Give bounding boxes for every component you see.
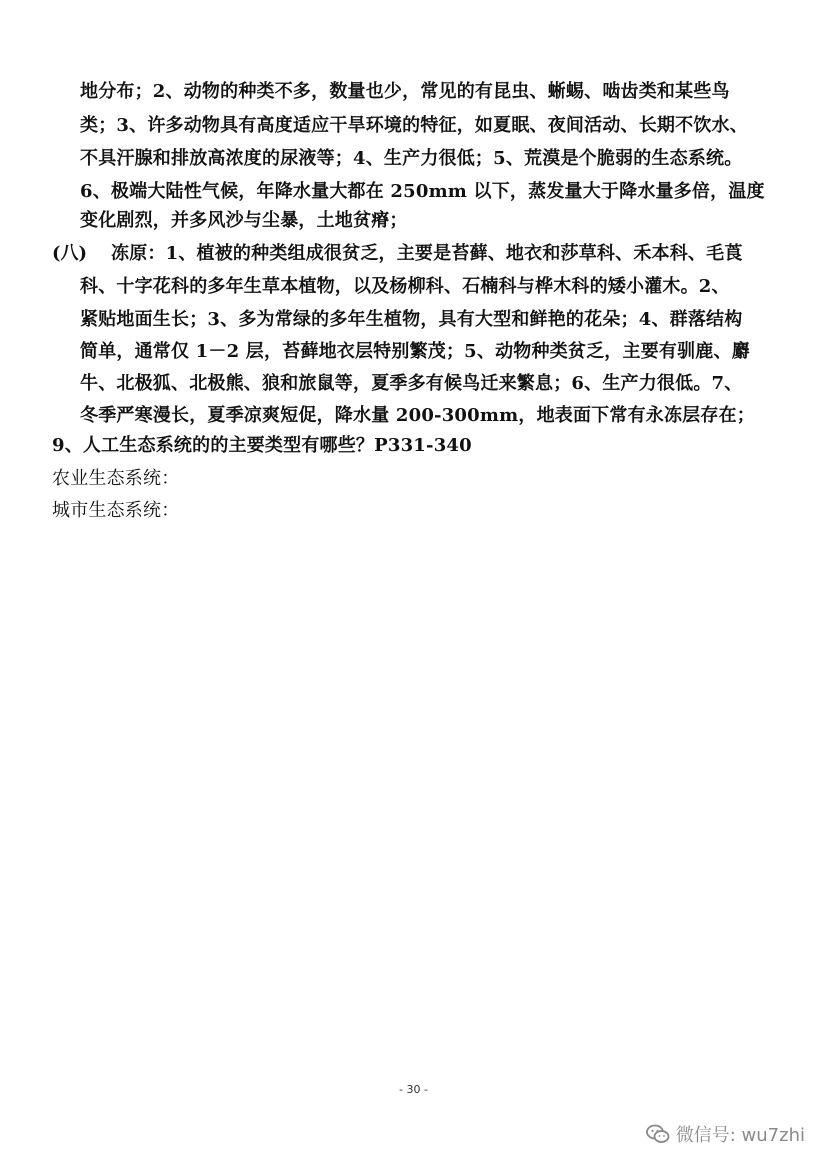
paragraph-line-7: 科、十字花科的多年生草本植物，以及杨柳科、石楠科与桦木科的矮小灌木。2、 (80, 276, 730, 297)
paragraph-line-11: 冬季严寒漫长，夏季凉爽短促，降水量 200-300mm，地表面下常有永冻层存在； (80, 405, 755, 426)
watermark-text: 微信号: wu7zhi (675, 1125, 805, 1146)
paragraph-line-3: 不具汗腺和排放高浓度的尿液等；4、生产力很低；5、荒漠是个脆弱的生态系统。 (80, 148, 743, 169)
paragraph-line-1: 地分布；2、动物的种类不多，数量也少，常见的有昆虫、蜥蜴、啮齿类和某些鸟 (80, 81, 730, 102)
agricultural-ecosystem-label: 农业生态系统： (52, 468, 180, 489)
paragraph-line-6: 冻原：1、植被的种类组成很贫乏，主要是苔藓、地衣和莎草科、禾本科、毛莨 (111, 243, 743, 264)
wechat-watermark (646, 1121, 805, 1147)
paragraph-line-8: 紧贴地面生长；3、多为常绿的多年生植物，具有大型和鲜艳的花朵；4、群落结构 (80, 309, 743, 330)
page-number: - 30 - (399, 1083, 428, 1096)
question-heading: 9、人工生态系统的的主要类型有哪些？P331-340 (52, 435, 472, 456)
wechat-icon (646, 1124, 670, 1144)
paragraph-line-2: 类；3、许多动物具有高度适应干旱环境的特征，如夏眠、夜间活动、长期不饮水、 (80, 115, 748, 136)
paragraph-line-10: 牛、北极狐、北极熊、狼和旅鼠等，夏季多有候鸟迁来繁息；6、生产力很低。7、 (80, 373, 743, 394)
urban-ecosystem-label: 城市生态系统： (52, 500, 180, 521)
paragraph-line-9: 简单，通常仅 1－2 层，苔藓地衣层特别繁茂；5、动物种类贫乏，主要有驯鹿、麝 (80, 341, 750, 362)
section-marker: (八) (52, 243, 88, 264)
paragraph-line-4: 6、极端大陆性气候，年降水量大都在 250mm 以下，蒸发量大于降水量多倍，温度 (80, 181, 765, 202)
paragraph-line-5: 变化剧烈，并多风沙与尘暴，土地贫瘠； (80, 210, 408, 231)
